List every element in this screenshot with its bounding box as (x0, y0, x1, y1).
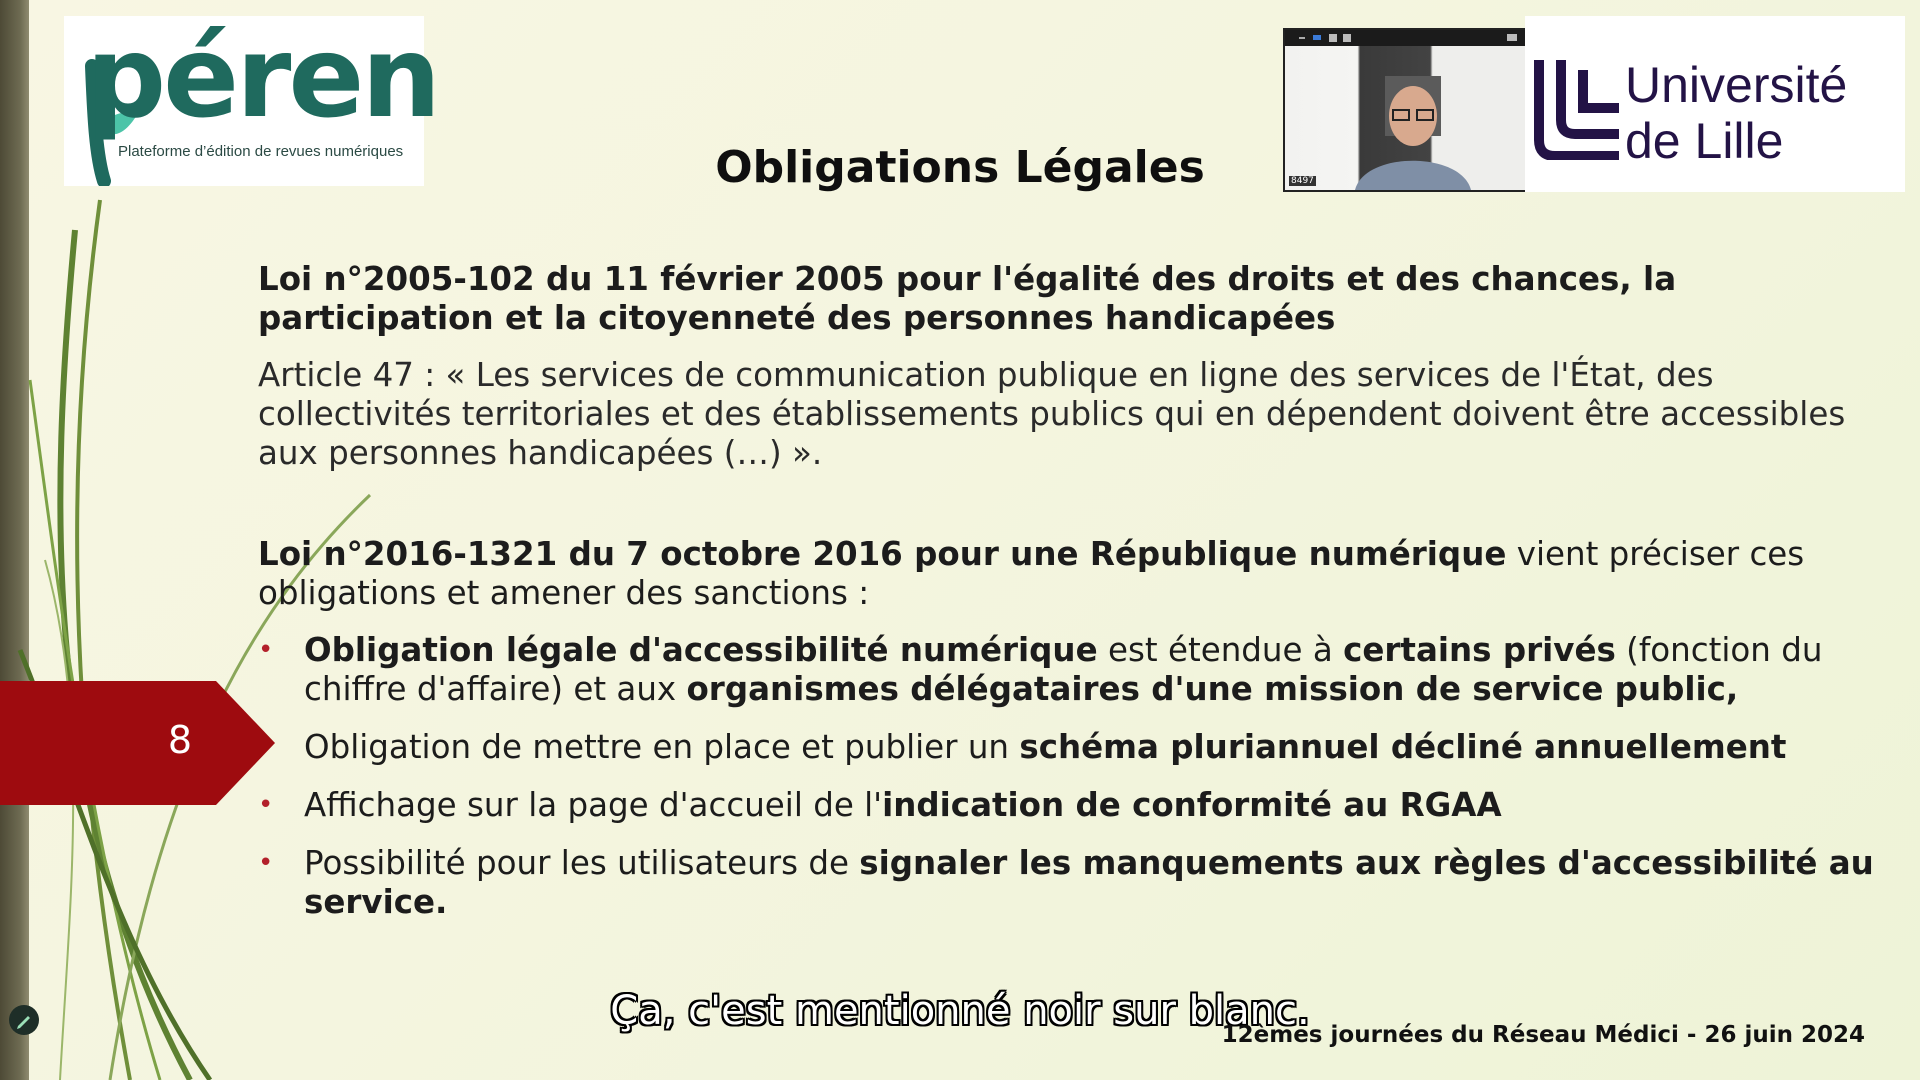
page-number-arrow (0, 681, 280, 805)
video-badge: 8497 (1291, 176, 1314, 186)
bullet-bold: schéma pluriannuel décliné annuellement (1019, 728, 1787, 766)
law-2016-paragraph (258, 535, 1898, 613)
page-number: 8 (167, 718, 193, 762)
bullet-bold: certains privés (1343, 631, 1616, 669)
article-47-text: Article 47 : « Les services de communication publique en ligne des services de l'État, des collectivités territoriales et des établissements publics qui en dépendent doivent être accessibles aux personnes handicapées (…) ». (258, 356, 1846, 472)
bullet-text: (fonction du chiffre d'affaire) et aux (304, 631, 1823, 708)
list-item (258, 728, 1898, 767)
list-item (258, 786, 1898, 825)
annotation-pen-button[interactable] (9, 1005, 39, 1035)
bullet-text: Obligation de mettre en place et publier un (304, 728, 1020, 766)
subtitle-caption: Ça, c'est mentionné noir sur blanc. (610, 988, 1310, 1034)
bullet-bold: indication de conformité au RGAA (882, 786, 1502, 824)
law-2016-heading: Loi n°2016-1321 du 7 octobre 2016 pour une République numérique (258, 535, 1507, 573)
obligations-list (258, 631, 1898, 922)
slide-title: Obligations Légales (715, 142, 1205, 193)
peren-wordmark: péren (86, 13, 439, 143)
law-2005-heading: Loi n°2005-102 du 11 février 2005 pour l'égalité des droits et des chances, la participation et la citoyenneté des personnes handicapées (258, 260, 1677, 337)
grid-view-icon[interactable] (1285, 30, 1527, 46)
lille-name-line2: de Lille (1625, 113, 1784, 169)
video-toolbar[interactable] (1285, 30, 1527, 46)
bullet-bold: organismes délégataires d'une mission de service public, (686, 670, 1739, 708)
list-item (258, 631, 1898, 709)
bullet-text: est étendue à (1097, 631, 1344, 669)
list-item (258, 844, 1898, 922)
bullet-bold: Obligation légale d'accessibilité numérique (304, 631, 1098, 669)
bullet-text: Possibilité pour les utilisateurs de (304, 844, 860, 882)
pen-icon[interactable] (9, 1005, 39, 1035)
peren-tagline: Plateforme d’édition de revues numériques (118, 143, 404, 160)
law-2016-description: vient préciser ces obligations et amener des sanctions : (258, 535, 1805, 612)
slide-content (258, 260, 1898, 941)
slide-footer: 12èmes journées du Réseau Médici - 26 juin 2024 (1221, 1022, 1865, 1048)
bullet-text: Affichage sur la page d'accueil de l' (304, 786, 883, 824)
lille-name-line1: Université (1625, 57, 1848, 113)
bullet-bold: signaler les manquements aux règles d'accessibilité au service. (304, 844, 1874, 921)
